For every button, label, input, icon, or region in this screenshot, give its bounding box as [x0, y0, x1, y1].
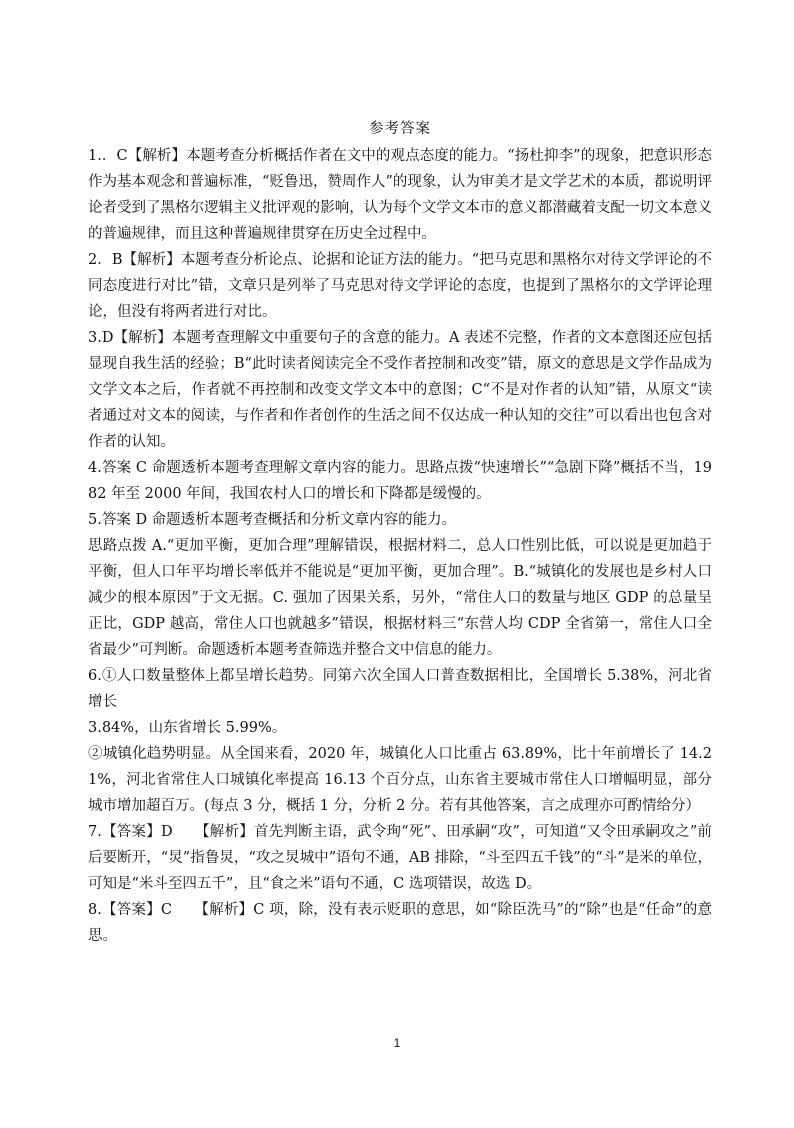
answer-paragraph-6-point-1: 6.①人口数量整体上都呈增长趋势。同第六次全国人口普查数据相比，全国增长 5.38%，河北省增长: [88, 668, 712, 710]
answer-paragraph-1: 1.．C【解析】本题考查分析概括作者在文中的观点态度的能力。“扬杜抑李”的现象，把意识形态作为基本观念和普遍标准，“贬鲁迅，赞周作人”的现象，认为审美才是文学艺术的本质，都说明评论者受到了黑格尔逻辑主义批评观的影响，认为每个文学文本巿的意义都潜藏着支配一切文本意义的普遍规律，而且这种普遍规律贯穿在历史全过程中。: [88, 148, 712, 242]
answer-paragraph-8: 8.【答案】C 【解析】C 项，除，没有表示贬职的意思，如“除臣洗马”的“除”也是“任命”的意思。: [88, 902, 712, 944]
answer-paragraph-6-point-2: ②城镇化趋势明显。从全国来看，2020 年，城镇化人口比重占 63.89%，比十年前增长了 14.21%，河北省常住人口城镇化率提高 16.13 个百分点，山东省主要城市常住人口增幅明显，部分城市增加超百万。(每点 3 分，概括 1 分，分析 2 分。若有其他答案，言之成理亦可酌情给分）: [88, 746, 712, 814]
answer-paragraph-6-point-1-cont: 3.84%，山东省增长 5.99%。: [88, 720, 287, 736]
document-page: [88, 117, 712, 949]
answer-paragraph-3: 3.D【解析】本题考查理解文中重要句子的含意的能力。A 表述不完整，作者的文本意图还应包括显现自我生活的经验；B“此时读者阅读完全不受作者控制和改变”错，原文的意思是文学作品成为文学文本之后，作者就不再控制和改变文学文本中的意图；C“不是对作者的认知”错，从原文“读者通过对文本的阅读，与作者和作者创作的生活之间不仅达成一种认知的交往”可以看出也包含对作者的认知。: [88, 330, 712, 450]
page-number: 1: [393, 1036, 401, 1050]
page-title: 参考答案: [369, 121, 431, 137]
answer-paragraph-7: 7.【答案】D 【解析】首先判断主语，武令珣“死”、田承嗣“攻”，可知道“又令田承嗣攻之”前后要断开，“炅”指鲁炅，“攻之炅城中”语句不通，AB 排除，“斗至四五千钱”的“斗”是米的单位，可知是“米斗至四五千”，且“食之米”语句不通，C 选项错误，故选 D。: [88, 824, 712, 892]
answer-paragraph-2: 2．B【解析】本题考查分析论点、论据和论证方法的能力。“把马克思和黑格尔对待文学评论的不同态度进行对比”错，文章只是列举了马克思对待文学评论的态度，也提到了黑格尔的文学评论理论，但没有将两者进行对比。: [88, 252, 712, 320]
answer-paragraph-5: 5.答案 D 命题透析本题考查概括和分析文章内容的能力。: [88, 512, 457, 528]
answer-paragraph-4: 4.答案 C 命题透析本题考查理解文章内容的能力。思路点拨“快速增长”“急剧下降”概括不当，1982 年至 2000 年间，我国农村人口的增长和下降都是缓慢的。: [88, 460, 712, 502]
answer-paragraph-5-analysis: 思路点拨 A.“更加平衡，更加合理”理解错误，根据材料二，总人口性别比低，可以说是更加趋于平衡，但人口年平均增长率低并不能说是“更加平衡，更加合理”。B.“城镇化的发展也是乡村人口减少的根本原因”于文无据。C. 强加了因果关系，另外，“常住人口的数量与地区 GDP 的总量呈正比，GDP 越高，常住人口也就越多”错误，根据材料三“东营人均 CDP 全省第一，常住人口全省最少”可判断。命题透析本题考查筛选并整合文中信息的能力。: [88, 538, 712, 658]
